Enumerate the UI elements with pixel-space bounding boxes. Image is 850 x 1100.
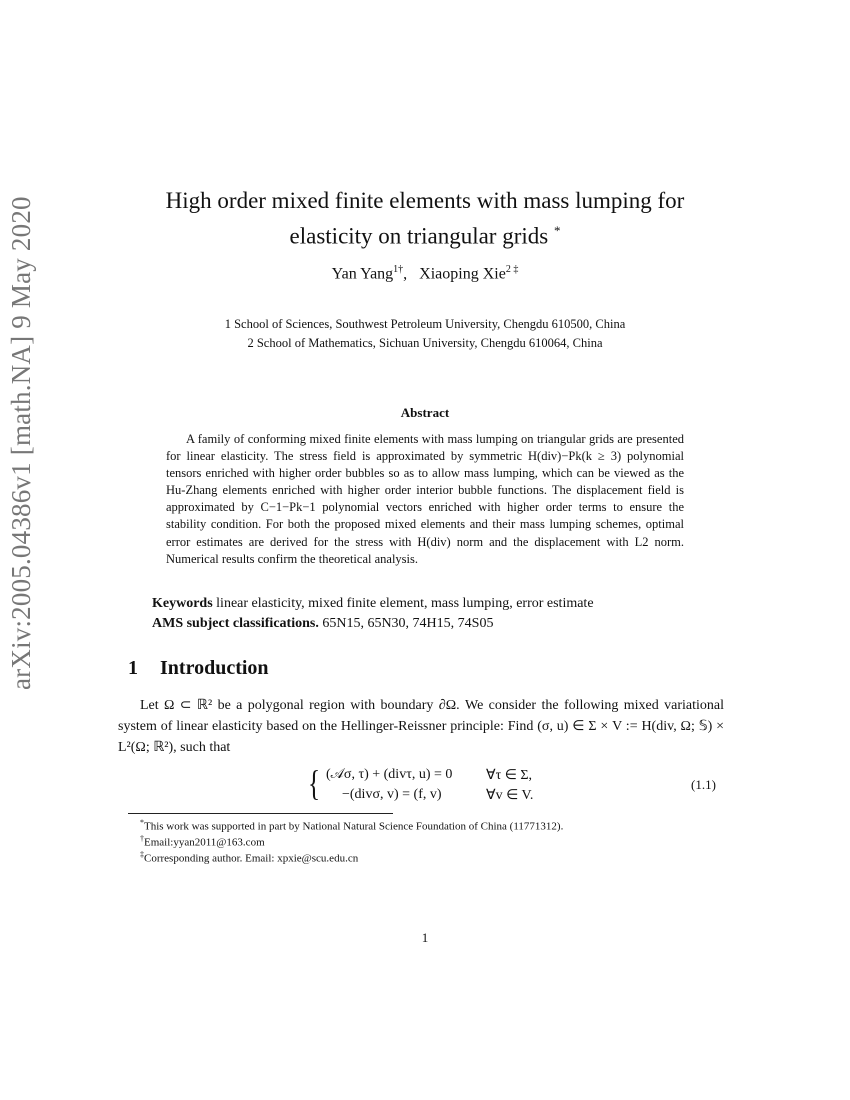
footnote-2	[140, 834, 265, 849]
abstract-text: A family of conforming mixed finite elements with mass lumping on triangular grids are presented for linear elasticity. The stress field is approximated by symmetric H(div)−Pk(k ≥ 3) polynomial tensors enriched with higher order bubbles so as to allow mass lumping, which can be viewed as the Hu-Zhang elements enriched with higher order interior bubble functions. The displacement field is approximated by C−1−Pk−1 polynomial vectors enriched with higher order terms to ensure the stability condition. For both the proposed mixed elements and their mass lumping schemes, optimal error estimates are derived for the stress with H(div) norm and the displacement with L2 norm. Numerical results confirm the theoretical analysis.	[166, 432, 684, 566]
equation-row-1-lhs: (𝒜σ, τ) + (divτ, u) = 0	[326, 767, 453, 782]
footnote-3-mark: ‡	[140, 850, 144, 859]
keywords-text: linear elasticity, mixed finite element, mass lumping, error estimate	[216, 596, 594, 611]
paper-title	[0, 186, 850, 252]
footnote-1-mark: *	[140, 818, 144, 827]
title-line-2-text: elasticity on triangular grids	[289, 223, 549, 249]
affiliation-2: 2 School of Mathematics, Sichuan University, Chengdu 610064, China	[247, 336, 603, 350]
title-line-1: High order mixed finite elements with mass lumping for	[165, 188, 685, 213]
footnote-2-mark: †	[140, 834, 144, 843]
ams-codes: 65N15, 65N30, 74H15, 74S05	[322, 616, 494, 631]
equation-label: (1.1)	[691, 777, 716, 792]
intro-paragraph: Let Ω ⊂ ℝ² be a polygonal region with boundary ∂Ω. We consider the following mixed variational system of linear elasticity based on the Hellinger-Reissner principle: Find (σ, u) ∈ Σ × V := H(div, Ω; 𝕊) × L²(Ω; ℝ²), such that	[118, 698, 724, 755]
section-heading	[128, 657, 269, 680]
footnote-3	[140, 850, 358, 865]
equation-row-2-lhs: −(divσ, v) = (f, v)	[342, 787, 442, 802]
abstract-heading: Abstract	[400, 405, 450, 420]
left-brace: {	[308, 763, 321, 803]
footnote-2-text: Email:yyan2011@163.com	[144, 836, 265, 849]
author-1-marks: 1†	[393, 264, 404, 275]
footnote-rule	[128, 813, 393, 814]
author-list	[0, 264, 850, 283]
ams-line	[152, 616, 712, 632]
equation-row-1-rhs: ∀τ ∈ Σ,	[486, 768, 533, 783]
footnote-1-text: This work was supported in part by National Natural Science Foundation of China (11771312).	[144, 820, 564, 833]
author-separator: ,	[403, 265, 408, 283]
page-number: 1	[421, 930, 429, 945]
author-2-name: Xiaoping Xie	[419, 265, 506, 283]
equation-row-2-rhs: ∀v ∈ V.	[486, 788, 534, 803]
title-line-2	[0, 216, 850, 252]
arxiv-side-identifier: arXiv:2005.04386v1 [math.NA] 9 May 2020	[6, 196, 36, 690]
footnote-3-text: Corresponding author. Email: xpxie@scu.edu.cn	[144, 852, 359, 865]
section-title: Introduction	[160, 657, 269, 679]
ams-label: AMS subject classifications.	[152, 616, 319, 631]
author-2-marks: 2 ‡	[505, 264, 519, 275]
author-1-name: Yan Yang	[331, 265, 394, 283]
title-footnote-mark: *	[553, 223, 561, 238]
section-number: 1	[128, 657, 138, 679]
footnote-1	[140, 818, 563, 833]
keywords-label: Keywords	[152, 596, 213, 611]
equation-system	[308, 763, 548, 805]
keywords-line	[152, 596, 712, 612]
affiliation-1: 1 School of Sciences, Southwest Petroleum University, Chengdu 610500, China	[224, 317, 626, 331]
